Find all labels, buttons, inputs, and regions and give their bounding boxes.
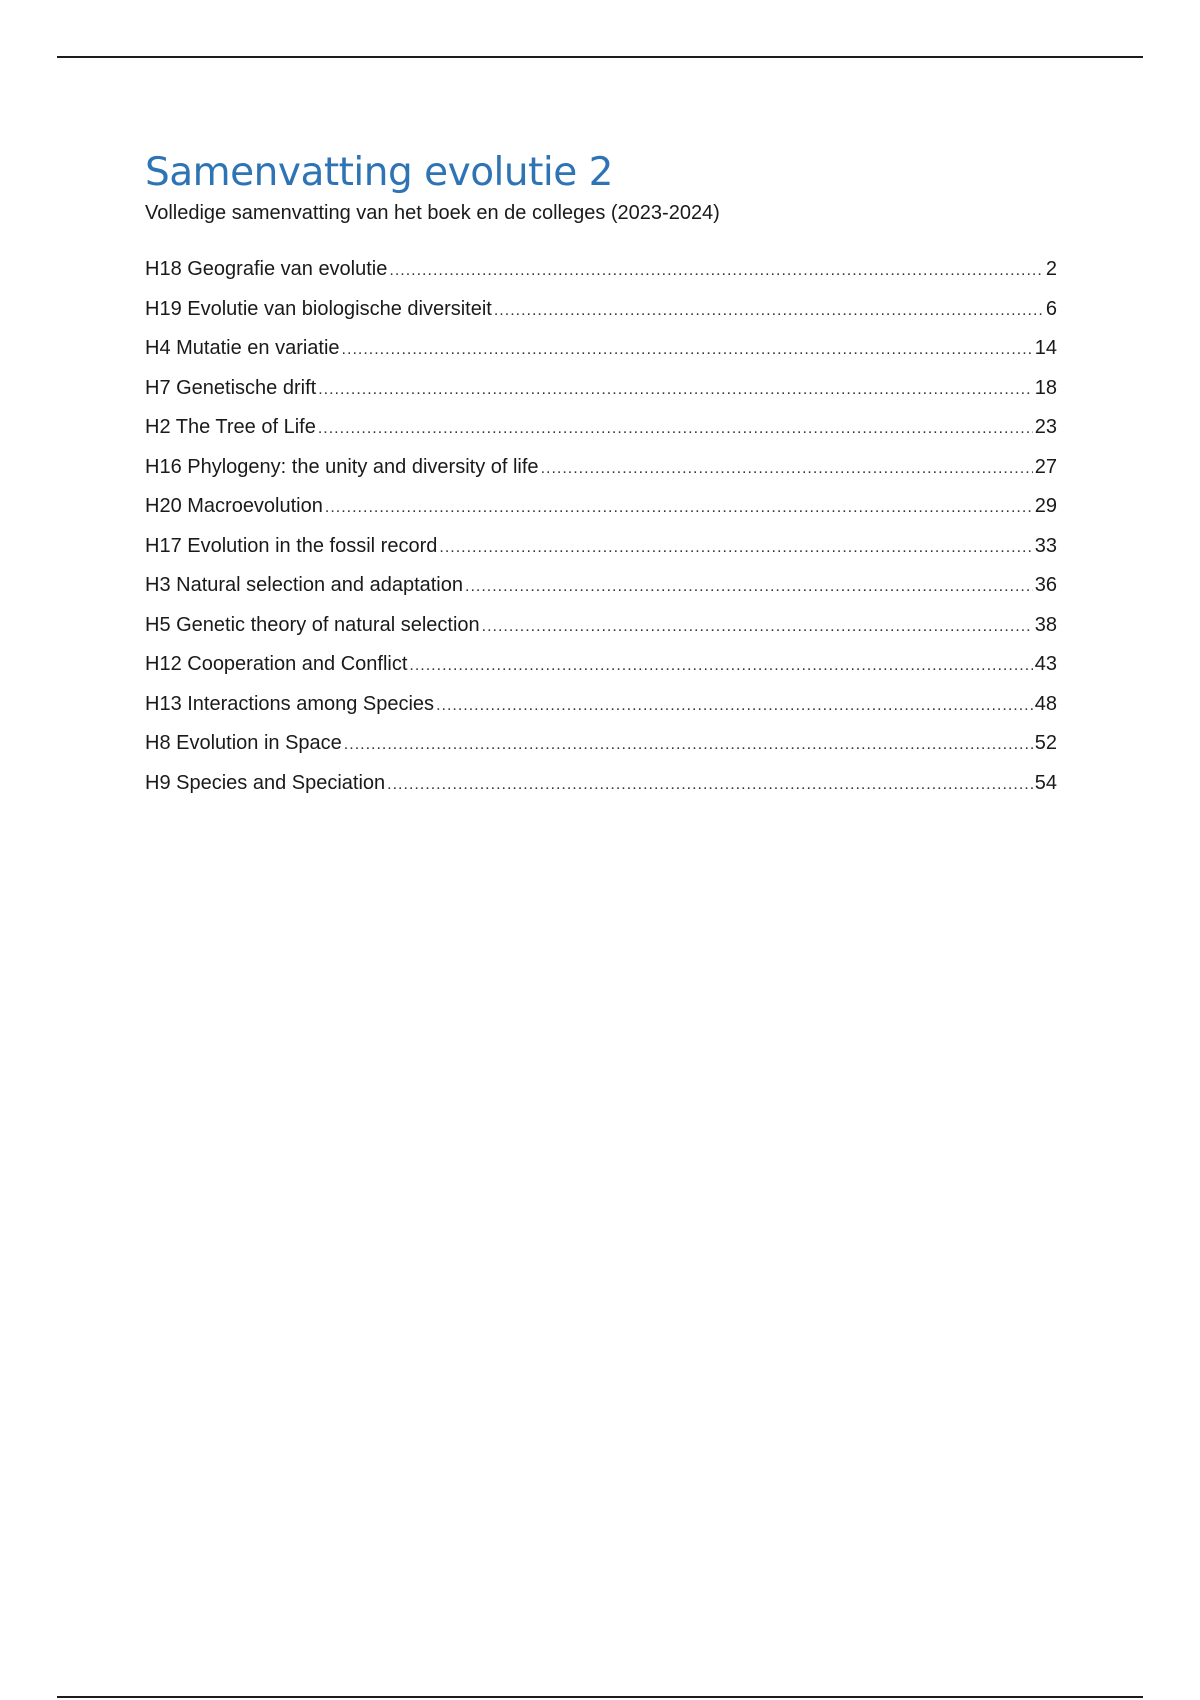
document-subtitle: Volledige samenvatting van het boek en de colleges (2023-2024): [145, 202, 720, 224]
toc-entry-page: 48: [1034, 692, 1057, 715]
toc-entry-page: 2: [1045, 258, 1057, 280]
toc-entry[interactable]: [145, 290, 1057, 330]
toc-leader-dots: [325, 488, 1033, 528]
toc-leader-dots: [465, 567, 1033, 607]
toc-leader-dots: [482, 607, 1033, 647]
toc-entry-label: H4 Mutatie en variatie: [145, 337, 340, 359]
toc-entry[interactable]: [145, 606, 1057, 646]
toc-entry-page: 33: [1034, 534, 1057, 557]
toc-leader-dots: [494, 291, 1044, 331]
toc-entry-page: 29: [1034, 495, 1057, 517]
toc-entry[interactable]: [145, 724, 1057, 764]
toc-leader-dots: [318, 409, 1033, 449]
toc-entry-page: 27: [1034, 455, 1057, 478]
toc-entry-label: H17 Evolution in the fossil record: [145, 534, 438, 557]
toc-entry[interactable]: [145, 250, 1057, 290]
toc-entry[interactable]: [145, 448, 1057, 488]
toc-leader-dots: [318, 370, 1033, 410]
toc-entry-label: H13 Interactions among Species: [145, 692, 435, 715]
toc-entry-label: H20 Macroevolution: [145, 495, 323, 517]
toc-entry-page: 14: [1034, 337, 1057, 359]
toc-entry-page: 43: [1034, 653, 1057, 675]
toc-entry-page: 36: [1034, 574, 1057, 596]
toc-entry-page: 54: [1034, 771, 1057, 794]
toc-leader-dots: [439, 528, 1032, 568]
toc-leader-dots: [436, 686, 1033, 726]
toc-leader-dots: [409, 646, 1032, 686]
toc-entry-label: H7 Genetische drift: [145, 376, 317, 399]
toc-leader-dots: [344, 725, 1033, 765]
toc-leader-dots: [541, 449, 1033, 489]
table-of-contents: [145, 250, 1057, 803]
toc-entry-page: 38: [1034, 613, 1057, 636]
toc-entry-label: H16 Phylogeny: the unity and diversity of life: [145, 455, 539, 478]
toc-entry-label: H2 The Tree of Life: [145, 416, 316, 438]
toc-entry-page: 6: [1045, 297, 1057, 320]
toc-entry[interactable]: [145, 527, 1057, 567]
toc-leader-dots: [342, 330, 1033, 370]
footer-rule: [57, 1696, 1143, 1698]
toc-entry-label: H5 Genetic theory of natural selection: [145, 613, 480, 636]
toc-entry-label: H12 Cooperation and Conflict: [145, 653, 408, 675]
toc-entry[interactable]: [145, 487, 1057, 527]
document-title: Samenvatting evolutie 2: [145, 150, 613, 195]
toc-entry[interactable]: [145, 369, 1057, 409]
toc-entry-label: H8 Evolution in Space: [145, 732, 342, 754]
toc-entry[interactable]: [145, 685, 1057, 725]
toc-entry-page: 18: [1034, 376, 1057, 399]
header-rule: [57, 56, 1143, 58]
toc-entry-label: H9 Species and Speciation: [145, 771, 386, 794]
toc-entry[interactable]: [145, 566, 1057, 606]
toc-entry-label: H18 Geografie van evolutie: [145, 258, 388, 280]
toc-leader-dots: [387, 765, 1033, 805]
toc-entry[interactable]: [145, 764, 1057, 804]
toc-entry[interactable]: [145, 645, 1057, 685]
toc-entry-label: H3 Natural selection and adaptation: [145, 574, 463, 596]
toc-entry[interactable]: [145, 329, 1057, 369]
toc-entry-label: H19 Evolutie van biologische diversiteit: [145, 297, 492, 320]
document-body: [145, 148, 1057, 803]
toc-entry[interactable]: [145, 408, 1057, 448]
toc-entry-page: 52: [1034, 732, 1057, 754]
toc-entry-page: 23: [1034, 416, 1057, 438]
toc-leader-dots: [389, 251, 1044, 291]
